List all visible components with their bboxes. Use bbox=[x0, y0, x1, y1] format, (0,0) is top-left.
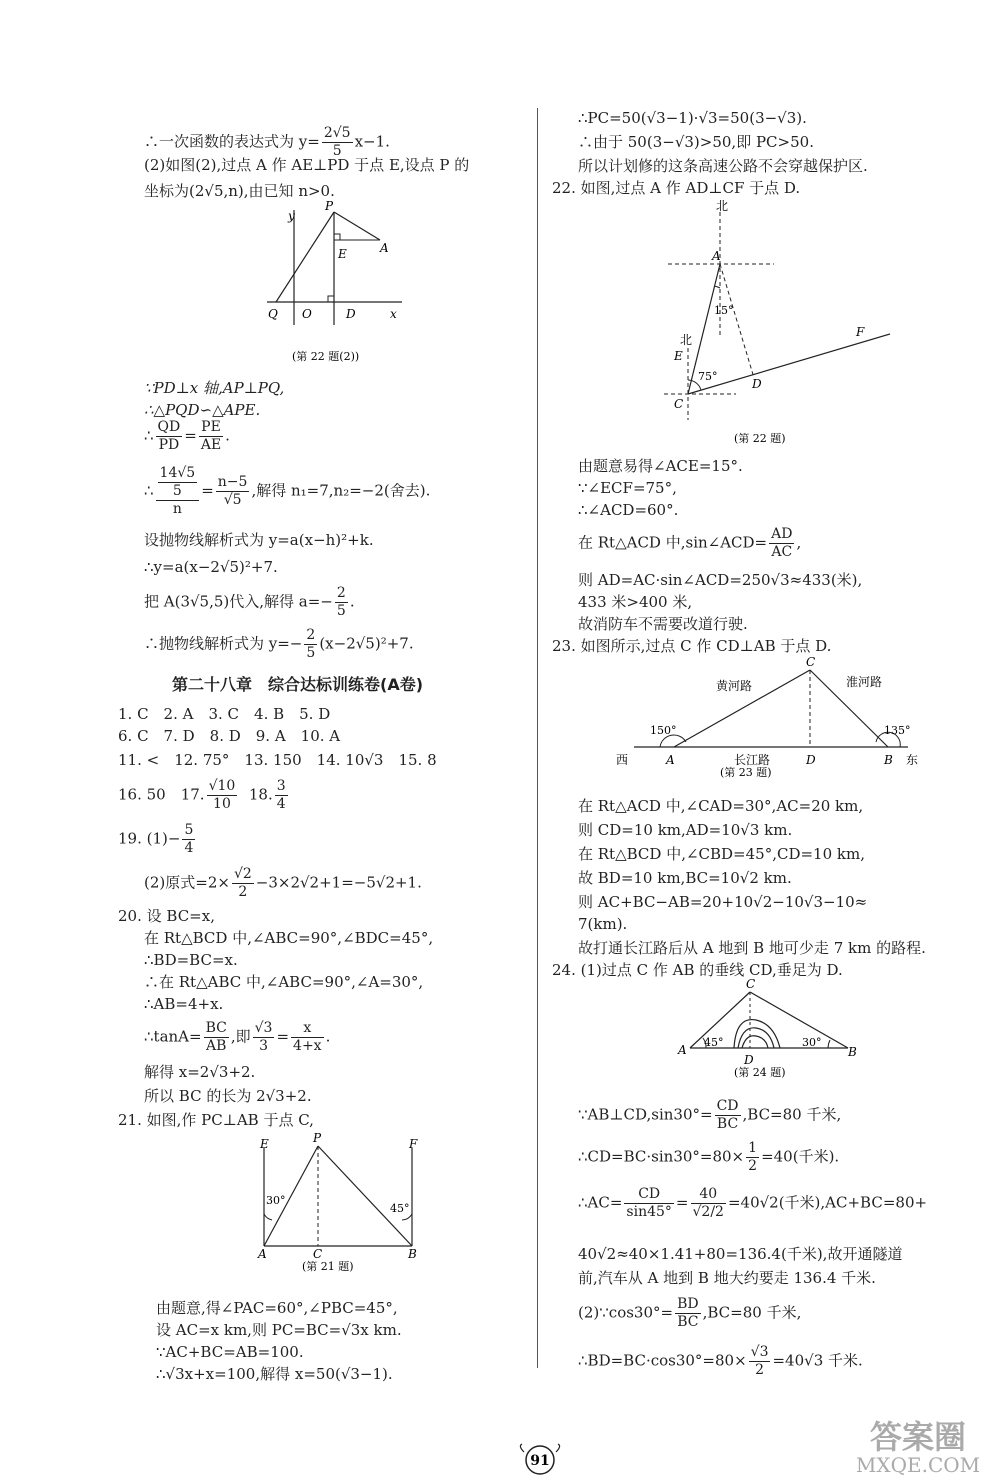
text-line: 22. 如图,过点 A 作 AD⊥CF 于点 D. bbox=[552, 179, 801, 197]
text-line: 则 AD=AC·sin∠ACD=250√3≈433(米), bbox=[578, 571, 863, 589]
label-b: B bbox=[408, 1247, 417, 1261]
section-heading: 第二十八章 综合达标训练卷(A卷) bbox=[172, 675, 424, 694]
label-c: C bbox=[746, 977, 756, 991]
text-line: 设抛物线解析式为 y=a(x−h)²+k. bbox=[144, 531, 374, 549]
text-line: ∵AB⊥CD,sin30°= $\frac{CD}{BC}$ ,BC=80 千米, bbox=[578, 1098, 842, 1132]
label-f: F bbox=[856, 325, 865, 339]
label-east: 东 bbox=[906, 753, 919, 767]
text-line: ∴BD=BC=x. bbox=[144, 951, 238, 969]
figure-21 bbox=[252, 1128, 432, 1288]
label-angle-30: 30° bbox=[266, 1194, 286, 1207]
label-angle-135: 135° bbox=[884, 724, 911, 737]
label-north-1: 北 bbox=[716, 199, 729, 213]
figure-caption: (第 21 题) bbox=[302, 1260, 354, 1273]
figure-24 bbox=[676, 976, 866, 1086]
answer-row: 6. C 7. D 8. D 9. A 10. A bbox=[118, 727, 341, 745]
label-a: A bbox=[712, 249, 721, 263]
figure-caption: (第 22 题) bbox=[734, 432, 786, 445]
label-angle-45: 45° bbox=[704, 1036, 724, 1049]
watermark-logo bbox=[838, 1410, 998, 1478]
label-y: y bbox=[288, 209, 295, 223]
label-d: D bbox=[806, 753, 816, 767]
label-d: D bbox=[744, 1053, 754, 1067]
text-line: ∴∠ACD=60°. bbox=[578, 501, 679, 519]
text-line: ∴一次函数的表达式为 y= $\frac{2√5}{5}$ x−1. bbox=[144, 125, 390, 159]
page-number: 91 bbox=[530, 1453, 550, 1469]
text-line: ∴AB=4+x. bbox=[144, 995, 224, 1013]
text-line: 把 A(3√5,5)代入,解得 a=− $\frac{2}{5}$ . bbox=[144, 585, 355, 619]
text-line: ∴PC=50(√3−1)·√3=50(3−√3). bbox=[578, 109, 807, 127]
text-line: 前,汽车从 A 地到 B 地大约要走 136.4 千米. bbox=[578, 1269, 876, 1287]
column-divider bbox=[537, 108, 538, 1368]
text-line: 由题意易得∠ACE=15°. bbox=[578, 457, 743, 475]
text-line: ∴BD=BC·cos30°=80× $\frac{√3}{2}$ =40√3 千米. bbox=[578, 1344, 863, 1378]
text-line: 则 AC+BC−AB=20+10√2−10√3−10≈ bbox=[578, 893, 868, 911]
text-line: (2)原式=2× $\frac{√2}{2}$ −3×2√2+1=−5√2+1. bbox=[144, 866, 422, 900]
text-line: 40√2≈40×1.41+80=136.4(千米),故开通隧道 bbox=[578, 1245, 903, 1263]
text-line: 解得 x=2√3+2. bbox=[144, 1063, 256, 1081]
label-p: P bbox=[313, 1131, 322, 1145]
text-line: ∴ 14√5 5 n = $\frac{n-5}{√5}$ ,解得 n₁=7,n₂=−2(舍去). bbox=[144, 465, 431, 517]
text-line: 20. 设 BC=x, bbox=[118, 907, 215, 925]
label-p: P bbox=[325, 200, 334, 213]
text-line: 则 CD=10 km,AD=10√3 km. bbox=[578, 821, 793, 839]
figure-23 bbox=[608, 650, 924, 780]
text-line: 21. 如图,作 PC⊥AB 于点 C, bbox=[118, 1111, 314, 1129]
text-line: 433 米>400 米, bbox=[578, 593, 693, 611]
text-line: ∴CD=BC·sin30°=80× $\frac{1}{2}$ =40(千米). bbox=[578, 1140, 840, 1174]
label-angle-150: 150° bbox=[650, 724, 677, 737]
label-f: F bbox=[409, 1137, 418, 1151]
text-line: 24. (1)过点 C 作 AB 的垂线 CD,垂足为 D. bbox=[552, 961, 843, 979]
text-line: ∴y=a(x−2√5)²+7. bbox=[144, 558, 278, 576]
label-west: 西 bbox=[616, 753, 629, 767]
watermark-text: 答案圈 bbox=[869, 1418, 967, 1456]
text-line: ∴ $\frac{QD}{PD}$ = $\frac{PE}{AE}$ . bbox=[144, 419, 230, 453]
text-line: (2)∵cos30°= $\frac{BD}{BC}$ ,BC=80 千米, bbox=[578, 1296, 802, 1330]
label-angle-75: 75° bbox=[698, 370, 718, 383]
label-d: D bbox=[752, 377, 762, 391]
text-line: 在 Rt△ACD 中,∠CAD=30°,AC=20 km, bbox=[578, 797, 864, 815]
label-c: C bbox=[806, 655, 816, 669]
text-line: 设 AC=x km,则 PC=BC=√3x km. bbox=[156, 1321, 402, 1339]
text-line: 23. 如图所示,过点 C 作 CD⊥AB 于点 D. bbox=[552, 637, 832, 655]
label-a: A bbox=[678, 1043, 687, 1057]
figure-caption: (第 22 题(2)) bbox=[292, 350, 360, 363]
label-d: D bbox=[346, 307, 356, 321]
label-a: A bbox=[258, 1247, 267, 1261]
label-o: O bbox=[302, 307, 312, 321]
label-huaihe-road: 淮河路 bbox=[846, 675, 883, 689]
text-line: 在 Rt△ACD 中,sin∠ACD= $\frac{AD}{AC}$ , bbox=[578, 526, 802, 560]
text-line: 故打通长江路后从 A 地到 B 地可少走 7 km 的路程. bbox=[578, 939, 926, 957]
text-line: 7(km). bbox=[578, 915, 628, 933]
label-x: x bbox=[390, 307, 397, 321]
answer-row: 11. < 12. 75° 13. 150 14. 10√3 15. 8 bbox=[118, 751, 437, 769]
text-line: (2)如图(2),过点 A 作 AE⊥PD 于点 E,设点 P 的 bbox=[144, 156, 470, 174]
label-a: A bbox=[666, 753, 675, 767]
text-line: 所以计划修的这条高速公路不会穿越保护区. bbox=[578, 157, 868, 175]
label-q: Q bbox=[268, 307, 278, 321]
label-b: B bbox=[884, 753, 893, 767]
text-line: 19. (1)− $\frac{5}{4}$ bbox=[118, 822, 194, 856]
text-line: 由题意,得∠PAC=60°,∠PBC=45°, bbox=[156, 1299, 398, 1317]
text-line: ∴△PQD∽△APE. bbox=[144, 401, 261, 419]
text-line: 故消防车不需要改道行驶. bbox=[578, 615, 748, 633]
figure-caption: (第 23 题) bbox=[720, 766, 772, 779]
label-c: C bbox=[674, 397, 684, 411]
text-line: 在 Rt△BCD 中,∠CBD=45°,CD=10 km, bbox=[578, 845, 865, 863]
label-angle-30: 30° bbox=[802, 1036, 822, 1049]
label-e: E bbox=[260, 1137, 269, 1151]
figure-caption: (第 24 题) bbox=[734, 1066, 786, 1079]
text-line: ∵AC+BC=AB=100. bbox=[156, 1343, 304, 1361]
label-changjiang-road: 长江路 bbox=[734, 753, 771, 767]
label-e: E bbox=[674, 349, 683, 363]
label-a: A bbox=[380, 241, 389, 255]
answer-row: 1. C 2. A 3. C 4. B 5. D bbox=[118, 705, 331, 723]
page-number-badge bbox=[516, 1442, 564, 1478]
label-angle-15: 15° bbox=[714, 304, 734, 317]
text-line: ∴tanA= $\frac{BC}{AB}$ ,即 $\frac{√3}{3}$ = $\frac{x}{4+x}$ . bbox=[144, 1020, 331, 1054]
label-c: C bbox=[313, 1247, 323, 1261]
text-line: ∴在 Rt△ABC 中,∠ABC=90°,∠A=30°, bbox=[144, 973, 424, 991]
label-b: B bbox=[848, 1045, 857, 1059]
label-north-2: 北 bbox=[680, 333, 693, 347]
text-line: 所以 BC 的长为 2√3+2. bbox=[144, 1087, 312, 1105]
text-line: ∵∠ECF=75°, bbox=[578, 479, 677, 497]
label-angle-45: 45° bbox=[390, 1202, 410, 1215]
figure-22-2 bbox=[262, 200, 412, 365]
label-huanghe-road: 黄河路 bbox=[716, 679, 753, 693]
text-line: 故 BD=10 km,BC=10√2 km. bbox=[578, 869, 792, 887]
answer-row: 16. 50 17. $\frac{√10}{10}$ 18. $\frac{3}{4}$ bbox=[118, 778, 286, 812]
text-line: 在 Rt△BCD 中,∠ABC=90°,∠BDC=45°, bbox=[144, 929, 434, 947]
text-line: ∴由于 50(3−√3)>50,即 PC>50. bbox=[578, 133, 814, 151]
text-line: ∴√3x+x=100,解得 x=50(√3−1). bbox=[156, 1365, 393, 1383]
watermark-url: MXQE.COM bbox=[855, 1453, 981, 1477]
text-line: ∴AC= $\frac{CD}{\sin 45^\circ}$ = $\frac{40}{√2/2}$ =40√2(千米),AC+BC=80+ bbox=[578, 1186, 928, 1220]
text-line: ∵PD⊥x 轴,AP⊥PQ, bbox=[144, 379, 285, 397]
label-e: E bbox=[338, 247, 347, 261]
text-line: 坐标为(2√5,n),由已知 n>0. bbox=[144, 182, 335, 200]
figure-22 bbox=[664, 198, 900, 448]
text-line: ∴抛物线解析式为 y=− $\frac{2}{5}$ (x−2√5)²+7. bbox=[144, 627, 414, 661]
